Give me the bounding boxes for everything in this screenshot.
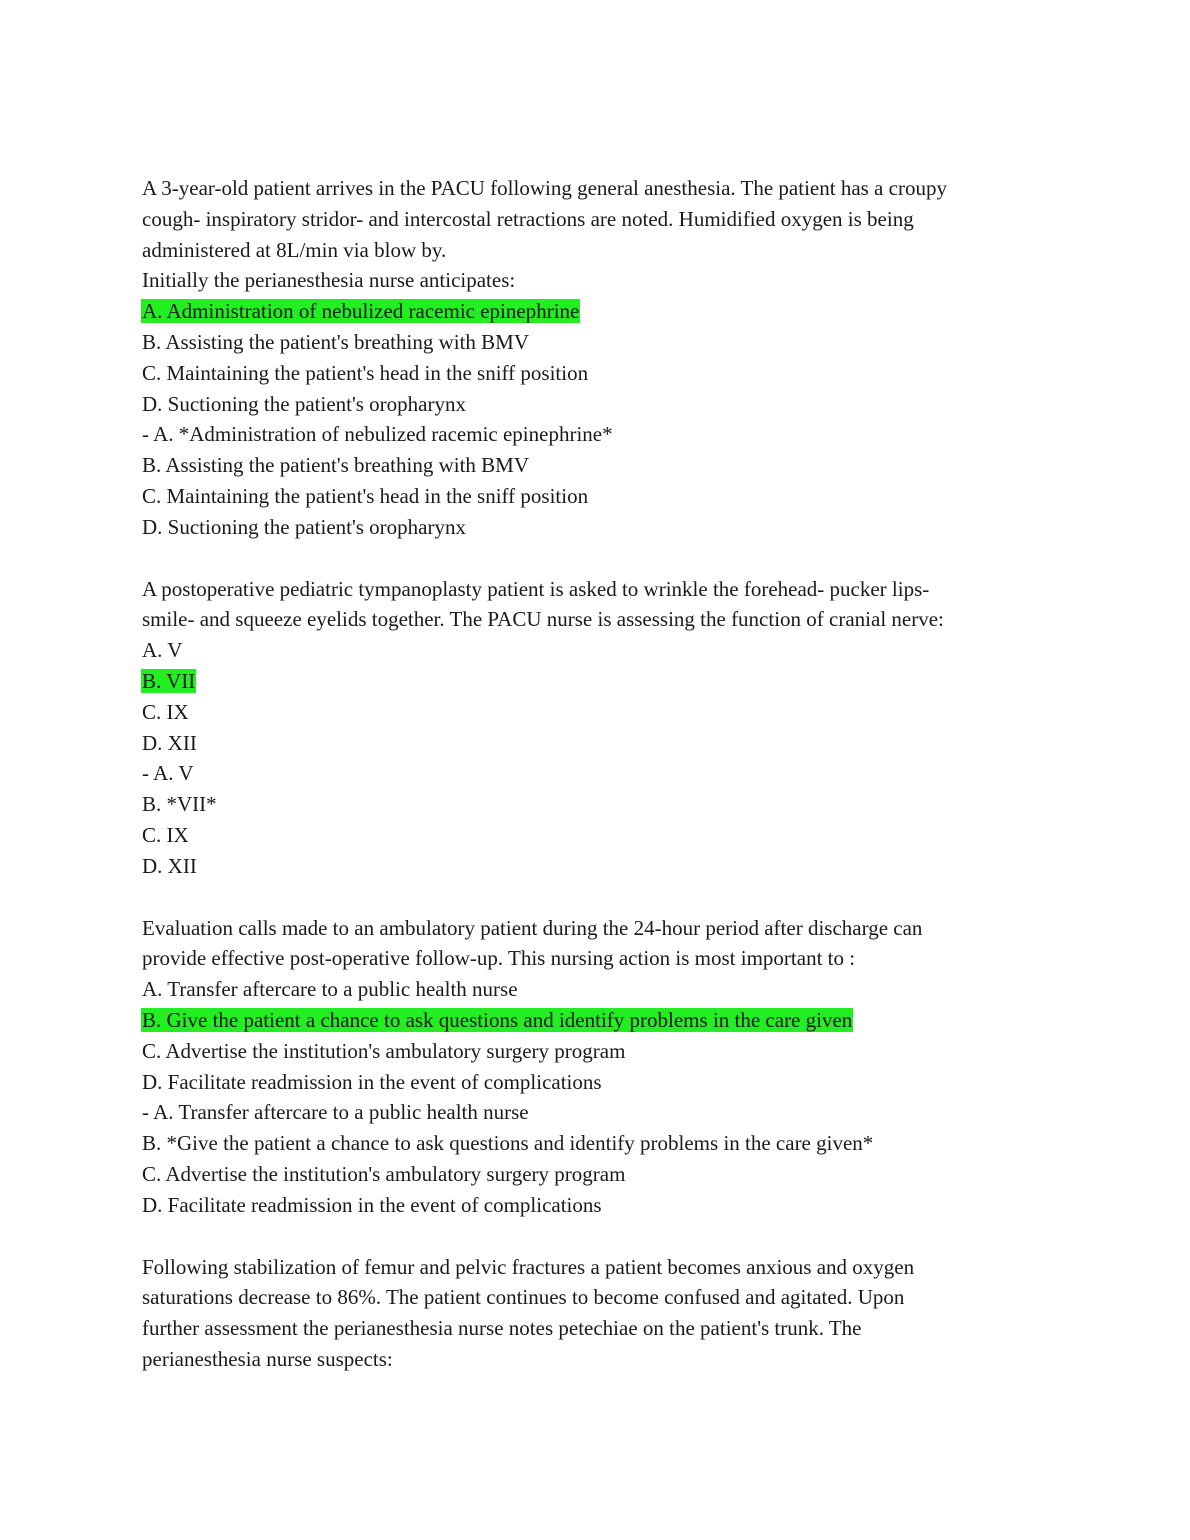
answer-line-c: C. Advertise the institution's ambulatory surgery program [142, 1161, 626, 1186]
question-stem-line: administered at 8L/min via blow by. [142, 237, 447, 262]
question-stem-line: Evaluation calls made to an ambulatory patient during the 24-hour period after discharge can [142, 915, 923, 940]
highlighted-correct-option: A. Administration of nebulized racemic epinephrine [142, 299, 580, 324]
option-b [142, 1005, 1062, 1036]
answer-line-a: - A. V [142, 761, 194, 786]
option-d: D. Facilitate readmission in the event of complications [142, 1069, 602, 1094]
question-stem-line: provide effective post-operative follow-up. This nursing action is most important to : [142, 946, 856, 971]
question-3 [142, 913, 1062, 1221]
answer-line-b: B. *Give the patient a chance to ask questions and identify problems in the care given* [142, 1131, 874, 1156]
option-b [142, 666, 1062, 697]
option-a: A. V [142, 638, 183, 663]
question-1 [142, 173, 1062, 543]
answer-line-d: D. Facilitate readmission in the event of complications [142, 1192, 602, 1217]
answer-line-b: B. *VII* [142, 792, 217, 817]
question-stem-line: A 3-year-old patient arrives in the PACU following general anesthesia. The patient has a croupy [142, 176, 947, 200]
option-a: A. Transfer aftercare to a public health nurse [142, 977, 518, 1002]
option-a [142, 296, 1062, 327]
question-stem-line: smile- and squeeze eyelids together. The PACU nurse is assessing the function of cranial nerve: [142, 607, 944, 632]
highlighted-correct-option: B. Give the patient a chance to ask questions and identify problems in the care given [142, 1007, 853, 1032]
option-d: D. XII [142, 730, 197, 755]
document-page [142, 173, 1062, 1406]
option-d: D. Suctioning the patient's oropharynx [142, 391, 466, 416]
answer-line-c: C. Maintaining the patient's head in the sniff position [142, 483, 589, 508]
question-stem-line: Following stabilization of femur and pelvic fractures a patient becomes anxious and oxygen [142, 1254, 915, 1279]
answer-line-d: D. Suctioning the patient's oropharynx [142, 514, 466, 539]
highlighted-correct-option: B. VII [142, 668, 196, 693]
question-stem-line: Initially the perianesthesia nurse anticipates: [142, 268, 516, 293]
question-2 [142, 574, 1062, 882]
question-stem-line: cough- inspiratory stridor- and intercostal retractions are noted. Humidified oxygen is being [142, 206, 914, 231]
answer-line-a: - A. Transfer aftercare to a public health nurse [142, 1100, 529, 1125]
option-c: C. Maintaining the patient's head in the sniff position [142, 360, 589, 385]
question-stem-line: perianesthesia nurse suspects: [142, 1346, 393, 1371]
question-stem-line: further assessment the perianesthesia nurse notes petechiae on the patient's trunk. The [142, 1316, 862, 1341]
answer-line-a: - A. *Administration of nebulized racemic epinephrine* [142, 422, 613, 447]
answer-line-d: D. XII [142, 853, 197, 878]
answer-line-b: B. Assisting the patient's breathing with BMV [142, 453, 530, 478]
option-c: C. IX [142, 699, 189, 724]
option-c: C. Advertise the institution's ambulatory surgery program [142, 1038, 626, 1063]
answer-line-c: C. IX [142, 822, 189, 847]
question-stem-line: saturations decrease to 86%. The patient continues to become confused and agitated. Upon [142, 1285, 905, 1310]
question-4 [142, 1252, 1062, 1375]
option-b: B. Assisting the patient's breathing with BMV [142, 329, 530, 354]
question-stem-line: A postoperative pediatric tympanoplasty patient is asked to wrinkle the forehead- pucker lips- [142, 576, 930, 601]
